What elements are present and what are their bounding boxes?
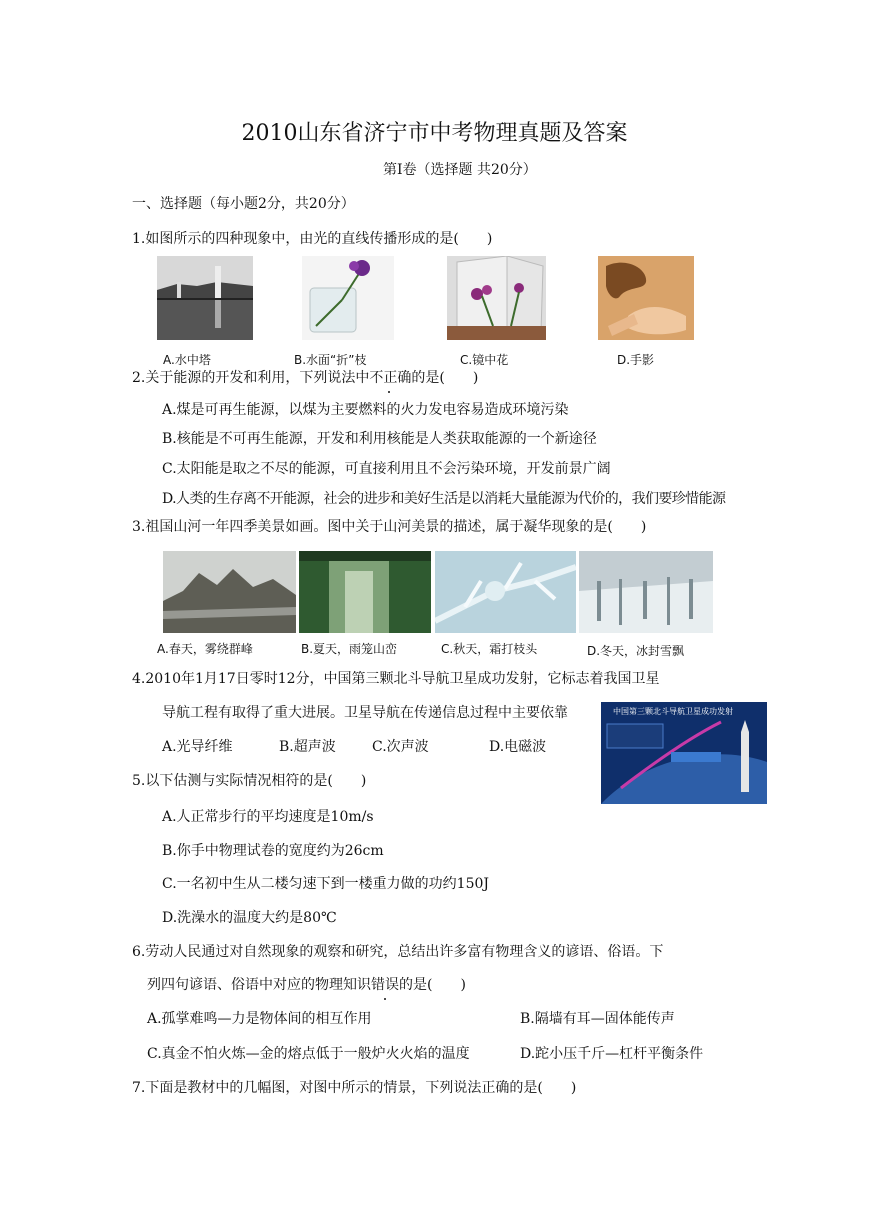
misty-peaks-image: [163, 551, 296, 633]
question-6-line-1: 6.劳动人民通过对自然现象的观察和研究，总结出许多富有物理含义的谚语、俗语。下: [132, 944, 664, 960]
page-title: 2010山东省济宁市中考物理真题及答案: [241, 121, 628, 146]
q2-stem-pre: 2.关于能源的开发和利用，下列说法中: [132, 370, 370, 386]
q5-option-d: D.洗澡水的温度大约是80℃: [162, 910, 337, 926]
page-subtitle: 第Ⅰ卷（选择题 共20分）: [383, 162, 537, 178]
q4-option-c: C.次声波: [372, 739, 429, 755]
q6-option-d: D.跎小压千斤—杠杆平衡条件: [520, 1046, 704, 1062]
q2-option-a: A.煤是可再生能源，以煤为主要燃料的火力发电容易造成环境污染: [162, 402, 569, 418]
q6-line2-pre: 列四句谚语、俗语中对应的物理知识: [147, 977, 371, 993]
q5-option-a: A.人正常步行的平均速度是10m/s: [162, 809, 374, 825]
satellite-image-caption: 中国第三颗北斗导航卫星成功发射: [613, 707, 733, 716]
bent-stem-image: [302, 256, 394, 340]
question-5-stem: 5.以下估测与实际情况相符的是( ): [132, 773, 367, 789]
question-7-stem: 7.下面是教材中的几幅图，对图中所示的情景，下列说法正确的是( ): [132, 1080, 577, 1096]
q1-caption-c: C.镜中花: [460, 353, 509, 367]
q1-caption-d: D.手影: [617, 353, 655, 367]
q2-option-d: D.人类的生存离不开能源，社会的进步和美好生活是以消耗大量能源为代价的，我们要珍惜能源: [162, 491, 726, 507]
q3-caption-d: D.冬天，冰封雪飘: [587, 644, 685, 658]
q6-option-b: B.隔墙有耳—固体能传声: [520, 1011, 675, 1027]
q2-stem-emphasis: 不正确: [369, 367, 411, 387]
q4-option-d: D.电磁波: [489, 739, 547, 755]
rainy-mountain-image: [299, 551, 431, 633]
satellite-launch-image: [601, 702, 767, 804]
q4-option-b: B.超声波: [279, 739, 336, 755]
q3-caption-c: C.秋天，霜打枝头: [441, 642, 538, 656]
question-2-stem: [132, 367, 478, 387]
q4-option-a: A.光导纤维: [162, 739, 233, 755]
q2-stem-post: 的是( ): [411, 370, 479, 386]
question-4-line-2: 导航工程有取得了重大进展。卫星导航在传递信息过程中主要依靠: [162, 705, 568, 721]
frosted-branch-image: [435, 551, 576, 633]
q6-option-c: C.真金不怕火炼—金的熔点低于一般炉火火焰的温度: [147, 1046, 470, 1062]
q5-option-b: B.你手中物理试卷的宽度约为26cm: [162, 843, 384, 859]
question-1-stem: 1.如图所示的四种现象中，由光的直线传播形成的是( ): [132, 231, 493, 247]
q3-caption-a: A.春天，雾绕群峰: [157, 642, 253, 656]
q5-option-c: C.一名初中生从二楼匀速下到一楼重力做的功约150J: [162, 876, 489, 892]
q6-option-a: A.孤掌难鸣—力是物体间的相互作用: [147, 1011, 372, 1027]
q2-option-b: B.核能是不可再生能源，开发和利用核能是人类获取能源的一个新途径: [162, 431, 597, 447]
hand-shadow-image: [598, 256, 694, 340]
mirror-flower-image: [447, 256, 546, 340]
q6-line2-post: 的是( ): [399, 977, 466, 993]
q1-caption-b: B.水面“折”枝: [294, 353, 367, 367]
q6-line2-emphasis: 错误: [371, 974, 399, 994]
q3-caption-b: B.夏天，雨笼山峦: [301, 642, 398, 656]
q1-caption-a: A.水中塔: [163, 353, 211, 367]
frozen-snow-image: [579, 551, 713, 633]
question-6-line-2: [147, 974, 466, 994]
question-3-stem: 3.祖国山河一年四季美景如画。图中关于山河美景的描述，属于凝华现象的是( ): [132, 519, 647, 535]
q2-option-c: C.太阳能是取之不尽的能源，可直接利用且不会污染环境，开发前景广阔: [162, 461, 611, 477]
tower-reflection-image: [157, 256, 253, 340]
question-4-line-1: 4.2010年1月17日零时12分，中国第三颗北斗导航卫星成功发射，它标志着我国卫星: [132, 671, 660, 687]
section-heading: 一、选择题（每小题2分，共20分）: [132, 196, 355, 212]
